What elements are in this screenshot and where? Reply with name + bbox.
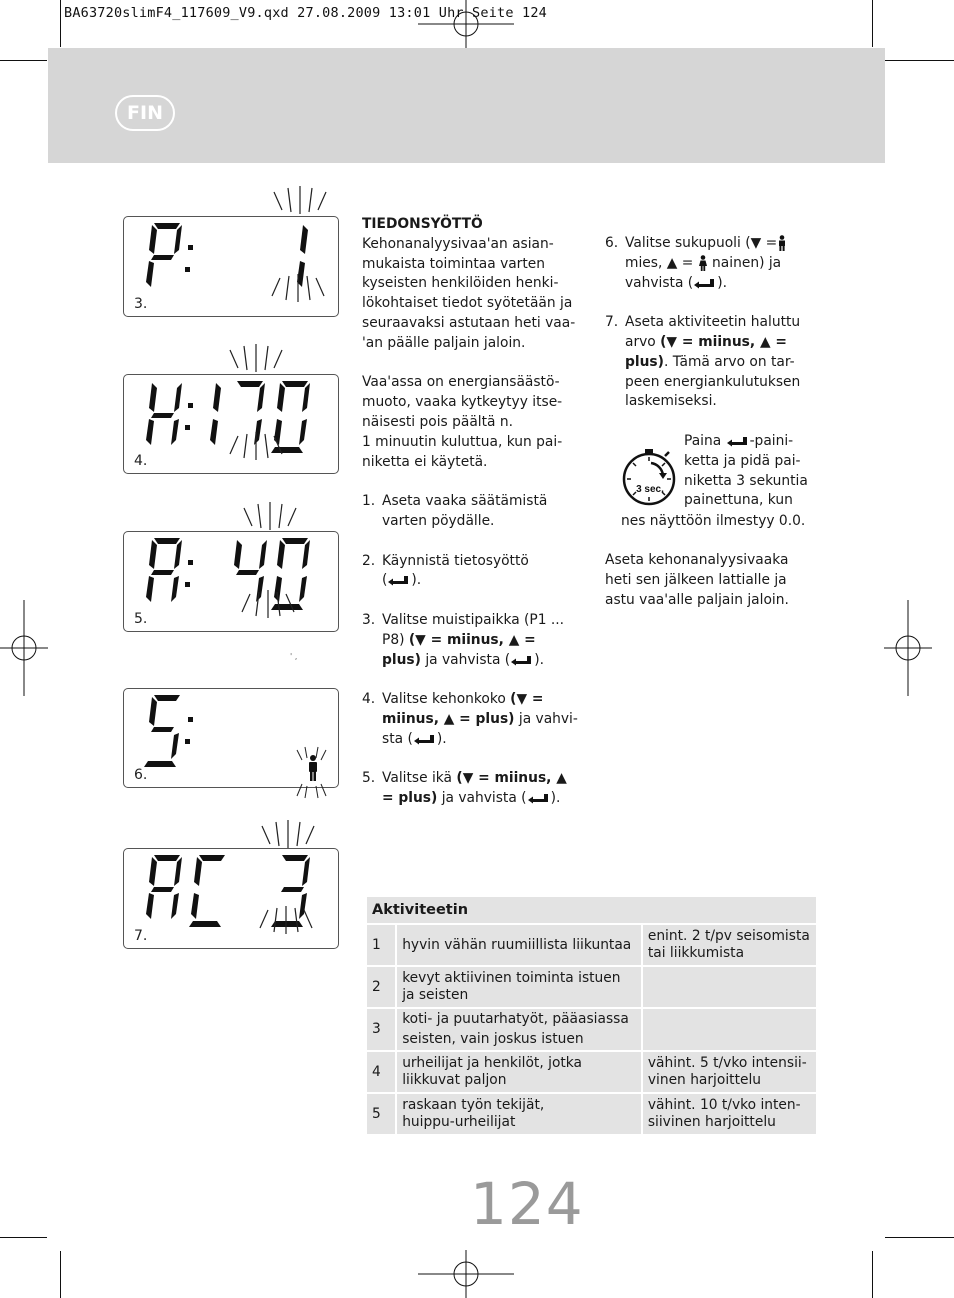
text-line: liikkuvat paljon — [402, 1072, 507, 1088]
text-line: niketta ei käytetä. — [362, 453, 488, 470]
text-fragment: arvo — [625, 333, 661, 350]
final-paragraph — [605, 551, 825, 610]
step-5 — [362, 769, 582, 809]
text-fragment: ja vahvi- — [514, 710, 578, 727]
page-number: 124 — [470, 1170, 584, 1238]
activity-description — [397, 1052, 643, 1094]
text-fragment: vahvista ( — [625, 274, 694, 291]
text-fragment: ja vahvista ( — [437, 790, 527, 807]
step-number: 5. — [362, 770, 376, 787]
text-fragment: nainen) ja — [707, 254, 782, 271]
text-line: Aseta kehonanalyysivaaka — [605, 552, 789, 568]
text-line: tai liikkumista — [647, 945, 745, 961]
text-fragment: ja vahvista ( — [420, 651, 511, 668]
hold-button-paragraph-end — [621, 512, 821, 532]
step-number: 7. — [605, 314, 619, 331]
text-line: ketta ja pidä pai- — [684, 452, 801, 469]
text-line: kyseisten henkilöiden henki- — [362, 275, 559, 292]
activity-note — [643, 967, 816, 1009]
activity-description — [397, 1009, 643, 1052]
language-badge: FIN — [115, 95, 175, 131]
step-4 — [362, 690, 582, 749]
text-fragment: ). — [411, 572, 422, 589]
lcd-label: 5. — [134, 611, 148, 627]
instructions-column-2 — [605, 234, 820, 432]
crop-mark — [60, 0, 61, 47]
text-line: enint. 2 t/pv seisomista — [647, 928, 810, 944]
step-number: 6. — [605, 235, 619, 251]
flash-rays-icon — [240, 494, 300, 534]
registration-mark-right — [884, 600, 932, 696]
text-line — [625, 274, 820, 294]
activity-description — [397, 1094, 643, 1136]
text-line: varten pöydälle. — [382, 512, 495, 529]
text-line — [382, 571, 582, 591]
intro-paragraph — [362, 235, 582, 354]
energy-paragraph — [362, 373, 582, 472]
registration-mark-left — [0, 600, 48, 696]
text-line: painettuna, kun — [684, 492, 793, 509]
table-row — [367, 967, 816, 1009]
text-line: seuraavaksi astutaan heti vaa- — [362, 314, 576, 331]
text-line: siivinen harjoittelu — [647, 1114, 776, 1130]
text-fragment: . Tämä arvo on tar- — [663, 353, 795, 370]
crop-mark — [0, 60, 47, 61]
text-fragment: ). — [550, 790, 561, 807]
text-fragment-bold: miinus, ▲ = plus) — [382, 710, 515, 727]
text-line: Aseta vaaka säätämistä — [382, 493, 548, 510]
crop-mark — [872, 0, 873, 47]
flash-rays-icon — [238, 588, 298, 628]
text-line — [625, 254, 820, 274]
step-2 — [362, 552, 582, 592]
activity-level: 5 — [367, 1094, 397, 1136]
text-fragment: ( — [382, 572, 388, 589]
text-fragment: Valitse sukupuoli (▼ = — [625, 235, 778, 251]
text-line — [382, 769, 582, 789]
text-line — [382, 789, 582, 809]
enter-key-icon — [413, 733, 437, 745]
text-fragment: P8) — [382, 631, 409, 648]
text-line — [382, 690, 582, 710]
step-number: 4. — [362, 691, 376, 708]
flash-rays-icon — [268, 272, 328, 312]
print-slug-line: BA63720slimF4_117609_V9.qxd 27.08.2009 13:01 Uhr Seite 124 — [64, 5, 548, 21]
text-fragment: Valitse ikä — [382, 770, 457, 787]
text-fragment-bold: (▼ = miinus, ▲ = — [408, 631, 536, 648]
activity-table — [367, 897, 816, 1136]
male-figure-icon — [777, 235, 787, 251]
text-line: astu vaa'alle paljain jaloin. — [605, 591, 789, 608]
text-fragment: ). — [436, 730, 447, 747]
text-fragment: mies, ▲ = — [625, 254, 698, 271]
flash-rays-icon — [226, 430, 286, 470]
crop-mark — [0, 1237, 47, 1238]
text-fragment-bold: (▼ = miinus, ▲ — [456, 770, 567, 787]
text-fragment: Paina — [684, 433, 726, 449]
text-line: kevyt aktiivinen toiminta istuen — [402, 970, 621, 986]
table-row — [367, 1052, 816, 1094]
activity-description — [397, 967, 643, 1009]
table-row — [367, 925, 816, 967]
lcd-label: 3. — [134, 296, 148, 312]
text-line: näisesti pois päältä n. — [362, 413, 514, 430]
lcd-panel-age — [123, 531, 339, 632]
step-1 — [362, 492, 582, 532]
activity-level: 3 — [367, 1009, 397, 1052]
female-figure-icon — [698, 255, 708, 271]
lcd-label: 6. — [134, 767, 148, 783]
activity-note — [643, 1094, 816, 1136]
enter-key-icon — [726, 435, 750, 447]
text-fragment-bold: = plus) — [382, 790, 438, 807]
text-fragment: -paini- — [749, 433, 794, 449]
enter-key-icon — [693, 277, 717, 289]
text-fragment: sta ( — [382, 730, 413, 747]
step-number: 2. — [362, 552, 376, 569]
flash-rays-icon — [270, 178, 330, 218]
text-fragment-bold: (▼ = miinus, ▲ = — [660, 333, 787, 350]
table-row — [367, 1009, 816, 1052]
text-fragment-bold: (▼ = — [510, 691, 544, 708]
text-line: hyvin vähän ruumiillista liikuntaa — [402, 936, 632, 953]
text-line — [382, 651, 582, 671]
activity-level: 1 — [367, 925, 397, 967]
enter-key-icon — [510, 654, 534, 666]
text-line: ja seisten — [402, 987, 469, 1003]
activity-level: 2 — [367, 967, 397, 1009]
instructions-column-1 — [362, 215, 582, 829]
enter-key-icon — [527, 792, 551, 804]
text-line: seisten, vain joskus istuen — [402, 1031, 584, 1047]
stopwatch-icon — [621, 449, 679, 507]
hold-button-paragraph — [684, 432, 824, 511]
step-number: 1. — [362, 493, 376, 510]
text-line: Valitse muistipaikka (P1 ... — [382, 611, 565, 628]
table-row — [367, 1094, 816, 1136]
timer-label: 3 sec. — [636, 484, 664, 495]
text-line: urheilijat ja henkilöt, jotka — [402, 1055, 582, 1071]
text-line: huippu-urheilijat — [402, 1114, 516, 1130]
text-fragment: ). — [717, 274, 727, 291]
crop-mark — [60, 1251, 61, 1298]
activity-level: 4 — [367, 1052, 397, 1094]
text-line: lökohtaiset tiedot syötetään ja — [362, 295, 573, 312]
text-line: mukaista toimintaa varten — [362, 255, 545, 272]
section-heading: TIEDONSYÖTTÖ — [362, 216, 483, 232]
activity-note — [643, 1009, 816, 1052]
text-line: 'an päälle paljain jaloin. — [362, 334, 526, 351]
step-7 — [605, 313, 820, 412]
text-line: heti sen jälkeen lattialle ja — [605, 571, 787, 588]
lcd-label: 4. — [134, 453, 148, 469]
crop-mark — [885, 60, 954, 61]
text-line — [625, 333, 820, 353]
text-line: niketta 3 sekuntia — [684, 472, 808, 489]
step-3 — [362, 611, 582, 670]
crop-mark — [885, 1237, 954, 1238]
activity-description — [397, 925, 643, 967]
registration-mark-bottom — [418, 1250, 514, 1298]
text-line — [382, 730, 582, 750]
text-line: laskemiseksi. — [625, 393, 717, 410]
text-fragment: Valitse kehonkoko — [382, 691, 511, 708]
stray-mark: ' ‚ — [290, 652, 298, 661]
flash-rays-icon — [226, 336, 286, 376]
flash-rays-icon — [258, 812, 318, 852]
text-line: vähint. 5 t/vko intensii- — [647, 1055, 807, 1071]
text-line: Aseta aktiviteetin haluttu — [625, 314, 801, 331]
text-fragment-bold: plus) — [625, 353, 664, 370]
crop-mark — [872, 1251, 873, 1298]
text-fragment-bold: plus) — [382, 651, 421, 668]
text-line: Käynnistä tietosyöttö — [382, 552, 529, 569]
step-6 — [605, 234, 820, 293]
text-line — [382, 710, 582, 730]
step-number: 3. — [362, 611, 376, 628]
lcd-label: 7. — [134, 928, 148, 944]
flash-rays-icon — [256, 904, 316, 944]
activity-note — [643, 925, 816, 967]
text-line: Vaa'assa on energiansäästö- — [362, 374, 560, 391]
text-line: muoto, vaaka kytkeytyy itse- — [362, 394, 563, 411]
text-line: nes näyttöön ilmestyy 0.0. — [621, 513, 806, 529]
text-line: Kehonanalyysivaa'an asian- — [362, 235, 554, 252]
text-line — [684, 432, 824, 452]
text-line: peen energiankulutuksen — [625, 373, 801, 390]
text-line: raskaan työn tekijät, — [402, 1097, 545, 1113]
text-line — [625, 353, 820, 373]
text-line: vinen harjoittelu — [647, 1072, 762, 1088]
flash-rays-icon — [296, 746, 328, 800]
text-line — [625, 234, 820, 254]
text-line: koti- ja puutarhatyöt, pääasiassa — [402, 1011, 629, 1027]
text-line — [382, 631, 582, 651]
text-fragment: ). — [534, 651, 544, 668]
lcd-digits — [124, 532, 338, 631]
enter-key-icon — [387, 574, 411, 586]
text-line: 1 minuutin kuluttua, kun pai- — [362, 433, 563, 450]
table-title: Aktiviteetin — [367, 897, 816, 925]
text-line: vähint. 10 t/vko inten- — [647, 1097, 801, 1113]
activity-note — [643, 1052, 816, 1094]
